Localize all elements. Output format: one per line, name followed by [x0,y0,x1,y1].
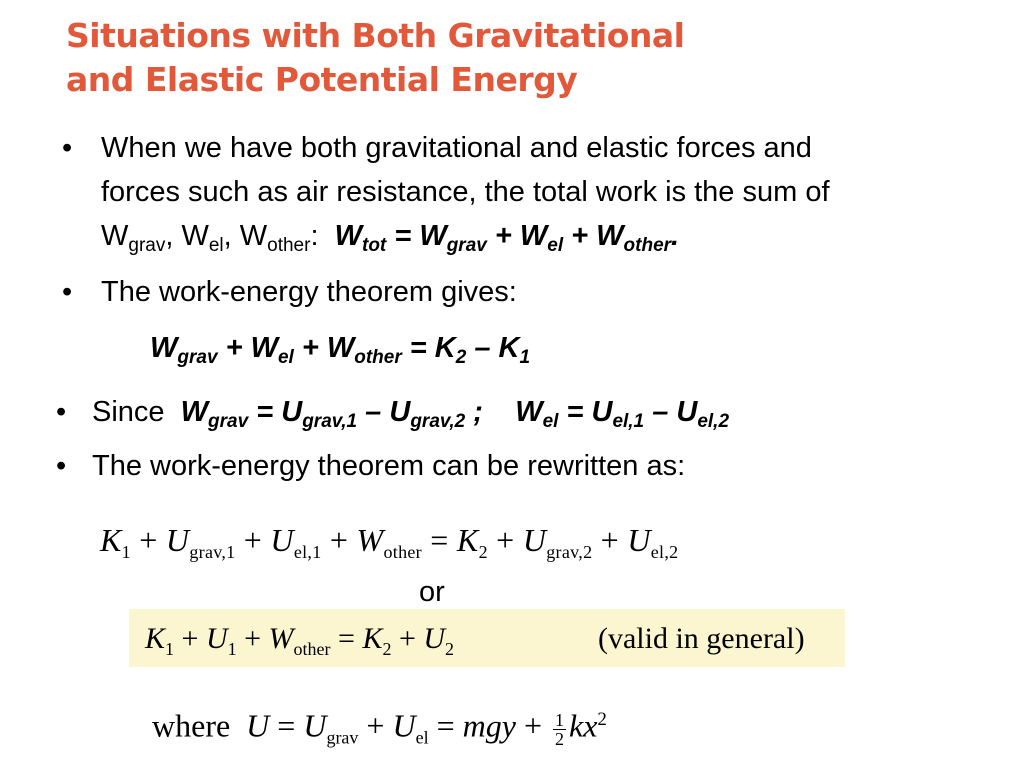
one-half-fraction: $\frac{1}{2}$ [554,709,564,749]
general-energy-equation: $K_1 + U_1 + W_{other} = K_2 + U_2$ [145,622,455,659]
bullet-2-text: The work-energy theorem gives: [101,276,517,308]
title-line-1: Situations with Both Gravitational [66,16,685,55]
potential-energy-definition: where $U = U_{grav} + U_{el}$ = mgy + $\frac{1}{2}$ $kx^2$ [152,707,607,749]
title-line-2: and Elastic Potential Energy [66,60,578,99]
valid-in-general-label: (valid in general) [598,622,805,655]
work-energy-equation: $W_{grav} + W_{el} + W_{other} = K_2 - K_1$ [150,332,531,368]
total-work-equation: $W_{tot} = W_{grav} + W_{el} + W_{other}$. [334,220,680,256]
bullet-icon: • [62,276,73,308]
where-label: where [152,707,231,744]
bullet-1-line-1: When we have both gravitational and elastic forces and [101,132,812,164]
bullet-3-text [92,394,729,430]
or-label: or [419,576,445,608]
energy-conservation-equation: $K_1 + U_{grav,1} + U_{el,1} + W_{other} = K_2 + U_{grav,2} + U_{el,2}$ [100,522,679,562]
potential-energy-relations: $W_{grav} = U_{grav,1} - U_{grav,2}$ ; $W_{el} = U_{el,1} - U_{el,2}$ [180,396,730,432]
bullet-icon: • [56,450,67,482]
bullet-1-line-3: $W_{grav}$, $W_{el}$, $W_{other}$: $W_{tot} = W_{grav} + W_{el} + W_{other}$. [101,220,680,256]
bullet-4-text: The work-energy theorem can be rewritten as: [92,450,686,482]
bullet-icon: • [62,132,73,164]
slide-title [66,14,684,102]
since-label: Since [92,396,165,428]
bullet-icon: • [56,396,67,428]
bullet-1-line-2: forces such as air resistance, the total work is the sum of [101,176,830,208]
